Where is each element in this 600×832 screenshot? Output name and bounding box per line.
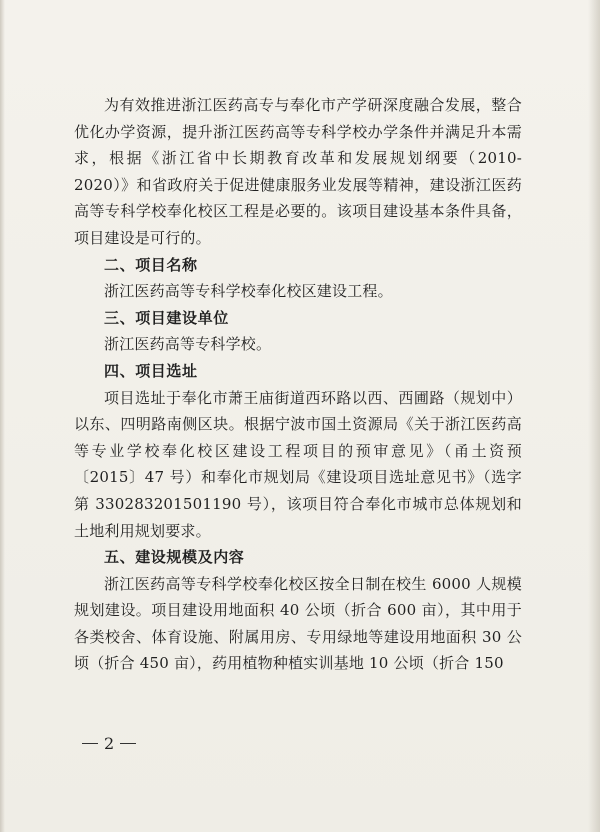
section-body-construction-unit: 浙江医药高等专科学校。 xyxy=(104,335,272,354)
intro-paragraph: 为有效推进浙江医药高专与奉化市产学研深度融合发展，整合优化办学资源，提升浙江医药高等专科学校办学条件并满足升本需求，根据《浙江省中长期教育改革和发展规划纲要（2010-2020）》和省政府关于促进健康服务业发展等精神，建设浙江医药高等专科学校奉化校区工程是必要的。该项目建设基本条件具备，项目建设是可行的。 xyxy=(74,96,522,247)
section-body-scale-content: 浙江医药高等专科学校奉化校区按全日制在校生 6000 人规模规划建设。项目建设用地面积 40 公顷（折合 600 亩），其中用于各类校舍、体育设施、附属用房、专用绿地等建设用地面积 30 公顷（折合 450 亩），药用植物种植实训基地 10 公顷（折合 150 xyxy=(74,574,522,673)
section-body-project-name: 浙江医药高等专科学校奉化校区建设工程。 xyxy=(104,282,393,301)
section-heading-construction-unit: 三、项目建设单位 xyxy=(104,308,229,327)
section-body-project-site: 项目选址于奉化市萧王庙街道西环路以西、西圃路（规划中）以东、四明路南侧区块。根据宁波市国土资源局《关于浙江医药高等专业学校奉化校区建设工程项目的预审意见》（甬土资预〔2015〕47 号）和奉化市规划局《建设项目选址意见书》（选字第 330283201501190 号），该项目符合奉化市城市总体规划和土地利用规划要求。 xyxy=(74,388,522,540)
footer-dash-right xyxy=(120,743,136,744)
page-edge-shadow-right xyxy=(588,0,600,832)
section-heading-project-site: 四、项目选址 xyxy=(104,361,198,380)
section-heading-project-name: 二、项目名称 xyxy=(104,255,198,274)
document-body xyxy=(74,92,522,677)
page-footer xyxy=(82,734,136,753)
footer-dash-left xyxy=(82,743,98,744)
page-edge-shadow-left xyxy=(0,0,5,832)
page-number: 2 xyxy=(104,734,115,753)
section-heading-scale-content: 五、建设规模及内容 xyxy=(104,548,245,567)
